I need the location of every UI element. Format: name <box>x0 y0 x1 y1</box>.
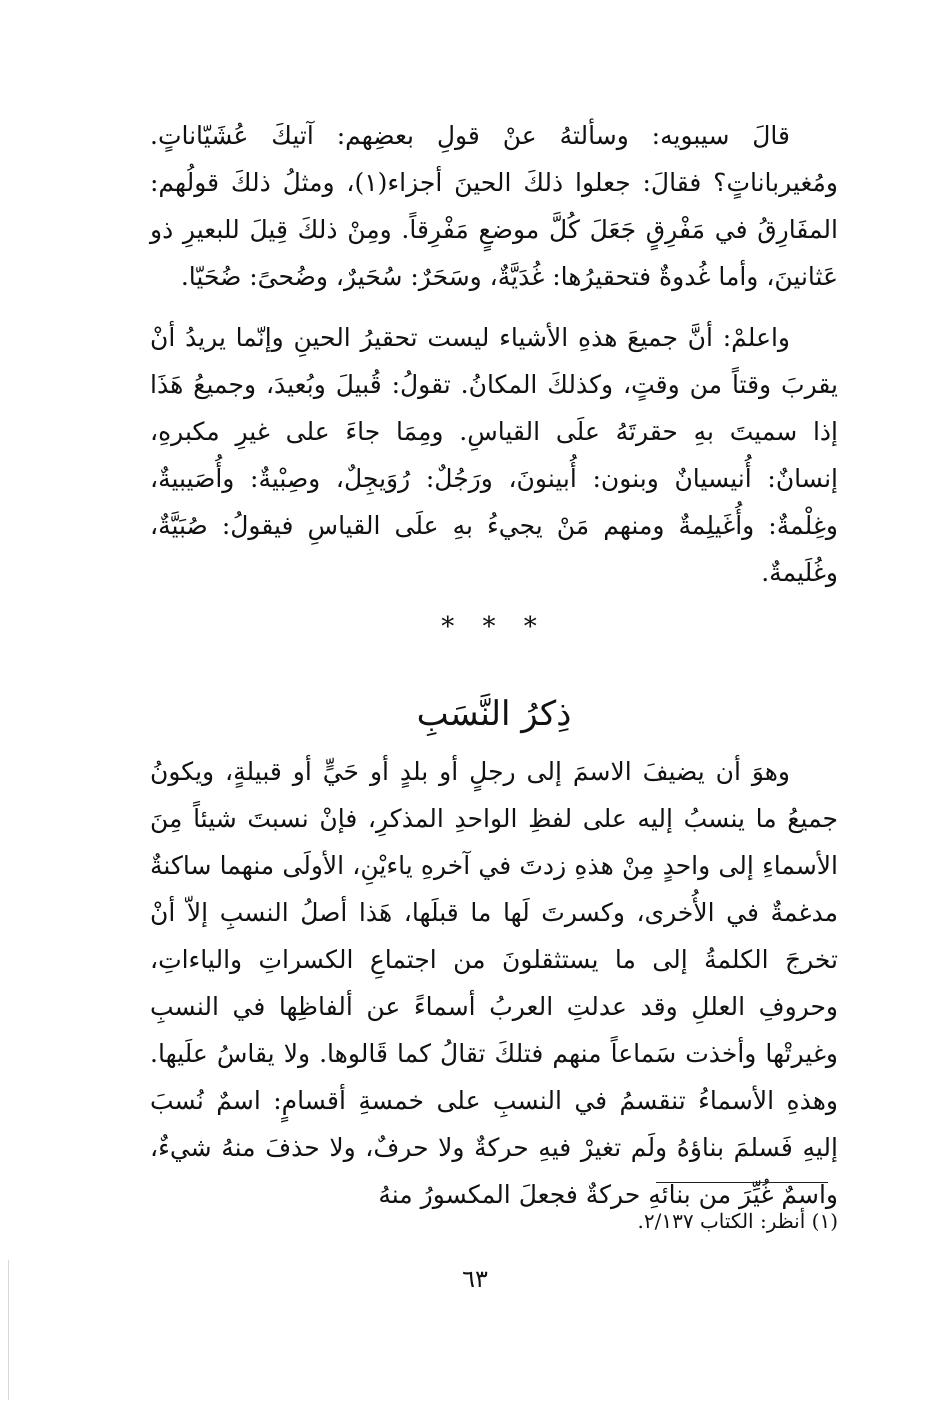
paragraph-3: وهوَ أن يضيفَ الاسمَ إلى رجلٍ أو بلدٍ أو حَيٍّ أو قبيلةٍ، ويكونُ جميعُ ما ينسبُ إليه على لفظِ الواحدِ المذكرِ، فإنْ نسبتَ شيئاً مِنَ الأسماءِ إلى واحدٍ مِنْ هذهِ زدتَ في آخرهِ ياءيْنِ، الأولَى منهما ساكنةٌ مدغمةٌ في الأُخرى، وكسرتَ لَها ما قبلَها، هَذا أصلُ النسبِ إلاّ أنْ تخرجَ الكلمةُ إلى ما يستثقلونَ من اجتماعِ الكسراتِ والياءاتِ، وحروفِ العللِ وقد عدلتِ العربُ أسماءً عن ألفاظِها في النسبِ وغيرتْها وأخذت سَماعاً منهم فتلكَ تقالُ كما قَالوها. ولا يقاسُ علَيها. وهذهِ الأسماءُ تنقسمُ في النسبِ على خمسةِ أقسامٍ: اسمٌ نُسبَ إليهِ فَسلمَ بناؤهُ ولَم تغيرْ فيهِ حركةٌ ولا حرفٌ، ولا حذفَ منهُ شيءٌ، واسمٌ غُيِّرَ من بنائهِ حركةٌ فجعلَ المكسورُ منهُ <box>150 757 838 1209</box>
section-title: ذِكرُ النَّسَبِ <box>416 694 572 734</box>
scan-edge <box>0 1260 9 1400</box>
footnote-divider <box>656 1182 828 1183</box>
footnote: (١) أنظر: الكتاب ٢/١٣٧. <box>637 1209 838 1233</box>
page-body <box>150 112 838 1218</box>
section-divider: * * * <box>441 612 547 642</box>
paragraph-2: واعلمْ: أنَّ جميعَ هذهِ الأشياء ليست تحقيرُ الحينِ وإنّما يريدُ أنْ يقربَ وقتاً من وقتٍ، وكذلكَ المكانُ. تقولُ: قُبيلَ وبُعيدَ، وجميعُ هَذَا إذا سميتَ بهِ حقرتَهُ علَى القياسِ. ومِمَا جاءَ على غيرِ مكبرهِ، إنسانٌ: أُنيسيانٌ وبنون: أُبينونَ، ورَجُلٌ: رُوَيجِلٌ، وصِبْيةٌ: وأُصَيبيةٌ، وغِلْمةٌ: وأُغَيلِمةٌ ومنهم مَنْ يجيءُ بهِ علَى القياسِ فيقولُ: صُبَيَّةٌ، وغُلَيمةٌ. <box>150 323 838 587</box>
page-number: ٦٣ <box>462 1265 488 1293</box>
paragraph-1: قالَ سيبويه: وسألتهُ عنْ قولِ بعضِهم: آتيكَ عُشَيّاناتٍ. ومُغيرباناتٍ؟ فقالَ: جعلوا ذلكَ الحينَ أجزاء(١)، ومثلُ ذلكَ قولُهم: المفَارِقُ في مَفْرِقٍ جَعَلَ كُلَّ موضعٍ مَفْرِقاً. ومِنْ ذلكَ قِيلَ للبعيرِ ذو عَثانينَ، وأما غُدوةٌ فتحقيرُها: غُدَيَّةٌ، وسَحَرٌ: سُحَيرٌ، وضُحىً: ضُحَيّا. <box>150 121 838 291</box>
